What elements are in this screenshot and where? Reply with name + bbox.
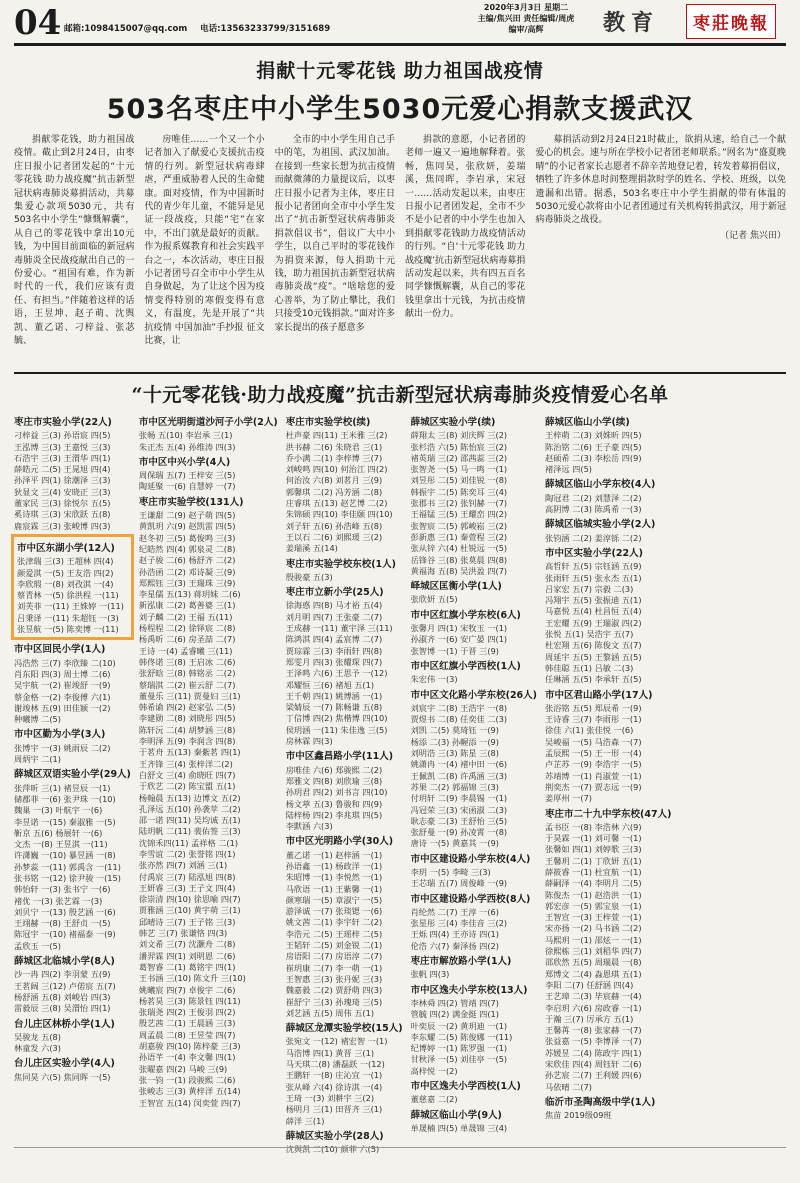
school-name: 枣庄市二十九中学东校(47人) xyxy=(545,808,672,820)
student-names: 刁梓益 三(3) 孙语宸 四(5) 王泓博 三(3) 王嘉悦 三(3) 石浩宇 三(3) 王渭华 四(1) 薛皓元 二(5) 王晁旭 四(4) 孙泽平 四(1) 徐潮泽 三(3) 狄显文 三(4) 安晓正 三(3) 董家民 三(3) 徐悦尔 五(5) 奚诗琪 三(3) 宋欣跃 五(8) 鹿宸霖 三(3) 张峻博 四(3) xyxy=(14,430,111,531)
student-names: 吴骏龙 五(8) 林童发 六(3) xyxy=(14,1031,61,1054)
issue-meta xyxy=(466,0,586,43)
school-name: 薛城区实验小学(续) xyxy=(410,417,496,428)
school-name: 枣庄市实验学校(131人) xyxy=(138,496,244,508)
student-names: 李林舜 四(2) 管靖 四(7) 管毓 四(2) 满金挺 四(1) 叶奕辰 一(2) 黄玥迪 一(1) 李东耀 二(5) 陈俊娜 一(11) 纪博婷 一(1) 陈罗强 一(1) 甘秋泽 一(5) 刘佳亭 一(5) 高梓悦 一(2) xyxy=(410,997,513,1076)
school-name: 临沂市圣陶高级中学(1人) xyxy=(545,1096,656,1108)
school-group xyxy=(411,956,537,981)
school-name: 市中区中兴小学(4人) xyxy=(138,456,231,468)
school-group xyxy=(139,497,278,1109)
school-name: 市中区逸夫小学西校(1人) xyxy=(410,1081,521,1093)
school-group xyxy=(286,587,403,747)
student-names: 张畅 五(10) 李岩承 三(1) 朱正杰 五(4) 孙维涛 四(3) xyxy=(138,430,236,452)
school-group xyxy=(411,985,537,1077)
school-name: 薛城区龙潭实验学校(15人) xyxy=(285,1023,403,1035)
school-name: 台儿庄区实验小学(4人) xyxy=(14,1058,115,1070)
main-headline: 503名枣庄中小学生5030元爱心捐款支援武汉 xyxy=(106,94,694,125)
school-name: 市中区实验小学(22人) xyxy=(545,547,643,559)
school-group xyxy=(411,417,537,577)
student-names: 沙一冉 四(2) 李羽蒙 五(9) 王茗阔 三(12) 卢偌宸 五(7) 杨舒涵 五(8) 刘峻岩 四(3) 雷毅辰 三(8) 吴渭怡 四(1) xyxy=(14,969,116,1014)
student-names: 张宛文 一(12) 褚宏智 一(1) 马浩博 四(1) 黄晋 三(1) 马天琪二(8) 潘磊跃 一(12) 王鹏轩 一(8) 庄沁宜 一(1) 张从峰 六(4) 徐诗淇 一(4) 王琦 一(3) 刘耕宇 三(2) 杨明月 三(1) 田晋齐 三(1) 薛洋 三(1) xyxy=(285,1036,388,1126)
student-names: 王梓萌 二(3) 刘姝昕 四(5) 陈治铭 二(6) 王子豪 四(5) 赵硕希 二(3) 李松岳 四(9) 褚泽远 四(5) xyxy=(545,430,642,475)
school-group xyxy=(14,644,131,725)
school-group xyxy=(14,769,131,952)
roster-column xyxy=(286,413,403,1183)
school-name: 市中区勤为小学(3人) xyxy=(14,729,106,741)
school-group xyxy=(286,836,403,1019)
student-names: 殷骏豪 五(3) xyxy=(285,571,333,582)
school-name: 市中区红旗小学东校(6人) xyxy=(410,609,521,621)
newspaper-logo xyxy=(676,0,786,43)
donor-roster xyxy=(14,413,786,1183)
student-names: 杜声豪 四(11) 王米雅 三(2) 洪书赫 二(6) 朱晓君 三(1) 乔小满 二(1) 李梓博 三(7) 刘峻鸣 四(10) 何治江 四(2) 何治汝 六(8) 刘茗月 三(9) 郭馨琪 二(2) 冯芳涵 二(8) 庄睿琪 五(13) 赵艺博 二(2) 朱锦硕 四(10) 李佳颐 四(10) 刘子轩 五(6) 孙浩峰 五(8) 王以石 二(6) 刘熙瑗 三(2) 姜瑞溪 五(14) xyxy=(285,430,393,554)
school-name: 枣庄市实验学校东校(1人) xyxy=(285,558,396,570)
school-group xyxy=(411,854,537,890)
roster-column xyxy=(14,413,131,1183)
page-number: 04 xyxy=(14,3,62,43)
student-names: 李玥 一(5) 李畸 三(3) 王芯瑞 五(7) 周俊峰 一(9) xyxy=(410,866,508,889)
school-name: 市中区文化路小学东校(26人) xyxy=(410,689,538,701)
logo-text: 枣莊晚報 xyxy=(686,4,776,39)
student-names: 周保瑞 五(7) 王梓安 三(5) 陶延聚 一(6) 自慧婷 一(7) xyxy=(138,470,236,492)
student-names: 刘宸宇 二(8) 王浩宇 一(8) 贾煜书 二(8) 任奕佳 二(3) 刘凯 二(5) 莫琦钰 一(9) 杨添 二(3) 孙幄添 一(9) 刘明浩 三(3) 陈星 三(8) 姚潇冉 一(4) 褚中田 一(6) 王佩凯 二(8) 许禹涵 三(3) 苏果 二(2) 郭福锦 三(3) 付玥轩 二(9) 李晨锡 一(1) 冯冠荣 三(3) 宋函淑 二(3) 耿志豪 二(3) 王舒怡 三(5) 张舒曼 一(9) 孙凌霄 一(8) 唐诗 一(5) 黄嘉其 一(9) xyxy=(410,702,508,849)
student-names: 张津瑞 三(3) 王超林 四(4) 颜爱淇 一(5) 王友浩 四(2) 李欣瑕 一(8) 刘孜淇 一(4) 蔡青林 一(5) 徐洪程 一(11) 刘芙菲 一(11) 王姝婷 一(11) 吕秉译 一(11) 朱超钰 一(3) 张昱航 一(5) 陈奕博 一(11) xyxy=(17,556,124,635)
school-group xyxy=(411,610,537,657)
student-names: 肖纶然 二(7) 王淳 一(6) 张星彤 三(4) 李佳音 三(2) 王烁 四(4) 王亦诗 四(1) 伦浩 六(7) 秦泽扬 四(2) xyxy=(410,906,508,951)
student-names: 张博宇 一(3) 姚雨辰 二(2) 周炳宇 二(1) xyxy=(14,742,111,765)
school-group xyxy=(411,1110,537,1135)
school-group xyxy=(286,1023,403,1127)
school-group xyxy=(545,417,671,475)
school-name: 台儿庄区林桥小学(1人) xyxy=(14,1018,115,1030)
article-column-5-wrap xyxy=(535,134,786,366)
roster-column xyxy=(139,413,278,1183)
kicker-headline: 捐献十元零花钱 助力祖国战疫情 xyxy=(256,60,544,82)
student-names: 冯浩然 三(7) 李欣臻 二(10) 肖东阳 四(3) 周士博 二(6) 吴宇航 一(2) 崔竣舒 一(9) 蔡金格 一(2) 李俊傅 六(1) 谢竣林 五(9) 田佳颖 一(2) 种曦博 二(5) xyxy=(14,657,116,725)
school-name: 市中区建设路小学西校(8人) xyxy=(410,893,531,905)
school-name: 薛城区北临城小学(8人) xyxy=(14,956,115,968)
school-group xyxy=(14,956,131,1014)
school-group xyxy=(411,581,537,606)
school-group xyxy=(286,417,403,555)
school-name: 市中区红旗小学西校(1人) xyxy=(410,660,521,672)
school-name: 市中区建设路小学东校(4人) xyxy=(410,853,531,865)
school-name: 市中区光明路小学(30人) xyxy=(285,836,394,848)
school-name: 市中区鑫昌路小学(11人) xyxy=(285,751,394,763)
student-names: 焦苗 2019级09班 xyxy=(545,1110,612,1121)
student-names: 张馨月 四(1) 宋牧玉 一(1) 孙淑齐 一(6) 安广晏 四(1) 张智博 一(1) 于晋 三(9) xyxy=(410,623,508,656)
article-body xyxy=(14,134,786,366)
student-names: 张浴铭 五(5) 郑辰希 一(9) 王诗睿 三(7) 李雨彤 一(1) 徐佳 六(1) 张佳悦 一(6) 吴峻福 一(5) 马浩森 一(7) 孟辰熙 一(5) 王一形 一(4) 卢芷苏 一(9) 李浩宇 一(5) 苏靖博 一(1) 肖淑萱 一(1) 荆奕杰 一(7) 贾志远 一(9) 姜厚州 一(7) xyxy=(545,702,642,804)
article-column-4: 捐款的意愿，小记者团的老师一遍又一遍地解释着。张畅，焦同昊，张欣妍，姜瑞溪，焦同晖，李岩承，宋冠一……活动发起以来，由枣庄日报小记者团发起，全市不少不是小记者的中小学生也加入到捐献零花钱助力战疫情活动的行列。“自‘十元零花钱 助力战疫魔’抗击新型冠状病毒募捐活动发起以来，共有四五百名同学慷慨解囊，从自己的零花钱里拿出十元钱，为抗击疫情献出一份力。 xyxy=(405,135,526,320)
email-label: 邮箱:1098415007@qq.com xyxy=(64,24,188,34)
student-names: 焦同昊 六(5) 焦同晖 一(5) xyxy=(14,1071,111,1082)
student-names: 董慈嘉 二(2) xyxy=(410,1094,458,1105)
contact-info xyxy=(60,0,466,43)
school-group xyxy=(411,661,537,686)
school-group xyxy=(545,519,671,544)
school-group xyxy=(11,534,134,640)
student-names: 张钧涵 二(2) 姜淳铄 二(2) xyxy=(545,532,642,543)
phone-label: 电话:13563233799/3151689 xyxy=(200,24,331,34)
school-name: 薛城区临山小学(9人) xyxy=(410,1109,502,1121)
school-name: 薛城区实验小学(28人) xyxy=(285,1130,384,1142)
student-names: 王谦甜 二(9) 赵子萌 四(5) 黄凯玥 六(9) 赵凯雷 四(5) 赵冬初 三(5) 葛俊鸣 三(3) 纪皓然 四(4) 郭泉灵 二(8) 赵子骏 二(6) 杨舒齐 二(2) 孙浩函 二(2) 邓诗凝 三(9) 郑熙钰 三(3) 王瑞珠 三(9) 李星儒 五(13) 蒋玥妹 二(6) 新泓康 二(2) 葛善婆 三(1) 刘子麟 二(2) 王福 五(11) 杨程程 二(2) 徐铎宸 二(8) 杨禹昕 二(6) 房圣喆 二(7) 王诗 一(4) 孟睿曦 三(11) 韩佟诺 三(8) 王启冰 二(6) 张舒晗 三(8) 韩铭丞 二(2) 蔡瑞淇 二(2) 崔云舒 二(7) 董曼乐 三(11) 贾曼妇 三(1) 韩希谕 四(2) 赵家弘 二(5) 李建勋 二(8) 刘晓彤 四(5) 陈轩沅 二(4) 胡梦涵 三(8) 李明泽 五(9) 李润含 四(8) 于茗舟 五(13) 秦紫茗 四(1) 王齐锋 三(4) 张梓洋二(2) 白舒文 三(4) 俞晓旺 四(7) 于欣艺 二(2) 陈宝盟 五(1) 杨翰晨 五(13) 边博文 五(2) 孔泽远 五(10) 孙袭苹 二(2) 邵一诺 四(11) 吴均诚 五(1) 陆玥帆 二(11) 裴佑签 三(3) 沈锦禾四(11) 孟祥格 二(1) 李雪谊 二(2) 张誉铭 四(1) 张亦然 四(7) 刘涵 三(1) 付禹宸 三(7) 陆泓旭 四(8) 王妍睿 三(3) 王子文 四(4) 徐崇清 四(10) 徐思喻 四(7) 贾雅涵 三(10) 黄宇萌 三(1) 邱晴诗 三(7) 王子铭 三(3) 韩艺 三(7) 张谦恪 四(3) 刘文希 三(7) 沈灏舟 二(8) 潘羿霖 四(1) 刘明恩 二(6) 葛智睿 二(1) 葛铭宇 四(1) 王书涵 三(10) 陈文升 三(10) 姚曦宸 四(7) 卓俊宇 二(6) 杨茗昊 三(3) 陈景钰 四(11) 张瑞尧 四(2) 王俊羽 四(2) 殷艺茜 二(1) 王晨涵 三(3) 周孟晨 二(8) 王昱莹 四(7) 胡嘉骏 四(10) 陈梓豪 三(3) 孙语芊 一(4) 李文馨 四(1) 张曜嘉 四(2) 马峻 三(9) 张一钧 一(1) 段骏熙 二(6) 张峻志 三(3) 黄梓洋 五(14) 王智宣 五(14) 闵奕萱 四(7) xyxy=(138,510,246,1108)
school-name: 枣庄市实验学校(续) xyxy=(285,417,371,428)
footer-rule xyxy=(14,1147,786,1148)
student-names: 朱宏伟 一(3) xyxy=(410,674,458,685)
byline: （记者 焦兴田） xyxy=(720,230,786,241)
school-name: 薛城区临山小学(续) xyxy=(545,417,630,428)
donor-list-title: “十元零花钱·助力战疫魔”抗击新型冠状病毒肺炎疫情爱心名单 xyxy=(14,372,786,407)
school-group xyxy=(545,690,671,805)
school-name: 枣庄市解放路小学(1人) xyxy=(410,956,512,968)
editors: 主编/焦兴田 责任编辑/周虎 xyxy=(477,14,575,23)
school-group xyxy=(286,559,403,584)
roster-column xyxy=(411,413,537,1183)
school-group xyxy=(139,417,278,453)
student-names: 房唯佳 六(6) 郑骏熙 二(2) 郑雅文 四(8) 刘欣瑜 三(8) 孙玥君 四(2) 刘书言 四(10) 杨文葶 五(3) 鲁骏和 四(9) 陆梓杨 四(2) 李兆琪 四(5) 李默涵 六(3) xyxy=(285,764,388,832)
student-names: 高哲轩 五(5) 宗钰涵 五(9) 张雨轩 五(5) 张永杰 五(1) 吕家宏 五(7) 宗毅 二(3) 冯翔宇 五(5) 张振迪 五(1) 马嘉悦 五(4) 杜昌恒 五(4) 王宏耀 五(9) 王瑞淑 四(2) 张悦 五(1) 吴浩宇 五(7) 杜宏翔 五(6) 陈俊文 五(7) 周延宇 五(5) 王黎涵 五(5) 韩佳聪 五(1) 吕敏 二(3) 任琳涵 五(5) 李承轩 五(5) xyxy=(545,561,642,685)
student-names: 张欣妍 五(5) xyxy=(410,594,458,605)
school-name: 薛城区临城实验小学(2人) xyxy=(545,519,656,531)
student-names: 沈舆凯 二(10) 颜菲 六(5) xyxy=(285,1144,380,1155)
school-name: 枣庄市立新小学(25人) xyxy=(285,587,384,599)
school-group xyxy=(14,729,131,765)
student-names: 董乙诺 一(1) 赵梓涵 一(1) 孙语鑫 一(1) 杨政洋 一(1) 朱昭博 一(1) 李悦然 一(1) 马欣语 一(1) 王紫馨 一(1) 颜寒瑞 一(5) 章淑宁 一(5) 游泽诚 一(7) 张琰锶 一(6) 姚文茜 二(1) 李宇轩 二(2) 李浩元 二(5) 王瑶梓 二(5) 王韬轩 二(5) 刘金锐 二(1) 房语阳 二(7) 房语淳 二(7) 崔玥康 二(7) 李一萌 一(1) 王智惠 三(3) 张丹妮 三(3) 魏嘉毅 二(2) 贾舒萌 四(3) 崔舒宁 三(3) 孙瑰琦 三(5) 刘艺涵 五(5) 周伟 五(1) xyxy=(285,849,383,1018)
article-column-2: 房唯佳……一个又一个小记者加入了献爱心支援抗击疫情的行列。新型冠状病毒肆虐，严重威胁着人民的生命健康。面对疫情，作为中国新时代的青少年儿童，不能异是见证一段战疫，只能“宅”在家中，不出门就是最好的贡献。作为报系媒教育和社会实践平台之一，本次活动，枣庄日报小记者团号召全市中小学生从自身做起，为了让这个因为疫情变得特别的寒假变得有意义，有温度，先是开展了“共抗疫情 中国加油”手抄报 征文比赛，让 xyxy=(144,135,265,347)
school-group xyxy=(14,1019,131,1055)
school-group xyxy=(411,690,537,850)
issue-date: 2020年3月3日 星期二 xyxy=(483,3,569,12)
school-group xyxy=(545,479,671,515)
student-names: 薛翔太 三(8) 刘庆辉 三(2) 张杉浩 六(5) 陈怡宸 三(2) 褚英瑞 三(2) 邵茜蕊 三(2) 张智尧 一(5) 马一鸣 一(1) 刘昱彤 二(5) 刘佳锐 一(8) 韩振宇 二(5) 陈奕耳 三(4) 张郡书 三(2) 张钊赫 一(7) 王福锰 三(5) 王耀峦 四(2) 张智宸 二(5) 郭峻崧 三(2) 彭新惠 三(1) 秦萱程 三(2) 张从锌 六(4) 杜锐远 一(5) 岳锋谷 三(8) 张莫晨 四(8) 黄福海 五(8) 吴洪盈 四(7) xyxy=(410,430,508,576)
article-column-3: 全市的中小学生用自己手中的笔，为祖国、武汉加油。在接到一些家长想为抗击疫情而献微薄的力量提议后，以枣庄日报小记者为主体，枣庄日报小记者团向全市中小学生发出了“抗击新型冠状病毒肺炎捐款倡议书”，倡议广大中小学生，以自己平时的零花钱作为捐资来源，每人捐助十元钱，助力祖国抗击新型冠状病毒肺炎战“疫”。“啥啥您的爱心善举，为了防止攀比，我们只接受10元钱捐款。”面对许多家长提出的孩子愿意多 xyxy=(274,135,395,333)
student-names: 张萍昕 三(1) 褚昱辰 一(1) 储郡菲 一(6) 张尹珠 一(10) 魏巢 一(3) 叶航宇 一(6) 李昱诺 一(15) 秦淑雅 一(5) 靳京 五(6) 杨展轩 一(6) 文杰 一(8) 王昱淇 一(11) 许潇巍 一(10) 暴昱涵 一(8) 孙梦蕊 一(11) 郭禹含 一(11) 张书铭 一(12) 徐尹骏 一(15) 韩怡轩 一(3) 张书宁 一(6) 褚优 一(3) 张艺霖 一(3) 刘贝宁 一(13) 殷艺涵 一(6) 王翊赫 一(8) 王舒贞 一(5) 陈冠宇 一(10) 褚福泰 一(9) 孟欣玉 一(5) xyxy=(14,782,121,951)
article-column-1: 捐献零花钱，助力祖国战疫情。截止到2月24日，由枣庄日报小记者团发起的“十元零花钱 助力战疫魔”抗击新型冠状病毒肺炎募捐活动，共募集爱心款项5030元，共有503名中小学生“慷慨解囊”，从自己的零花钱中拿出10元钱，为中国目前面临的新冠病毒肺炎全民战疫献出自己的一份爱心。“祖国有难，作为新时代的一代，我们应该有责任、有担当。”伴随着这样的话语，王昱坤、赵子萌、沈舆凯、董乙诺、刁梓益、张苾毓、 xyxy=(14,135,135,347)
student-names: 单晟楠 四(5) 单晟锦 三(4) xyxy=(410,1122,508,1133)
student-names: 张帆 四(3) xyxy=(410,969,450,980)
school-group xyxy=(14,1058,131,1083)
school-name: 薛城区临山小学东校(4人) xyxy=(545,479,656,491)
school-group xyxy=(139,457,278,493)
student-names: 孟书臣 一(8) 李浩林 六(9) 于昊霖 一(1) 刘可馨 一(1) 张馨如 四(1) 刘婷歌 三(3) 王馨玥 二(1) 丁欣妍 五(1) 薛筱睿 一(1) 杜宜航 一(1) 薛嗣泽 一(4) 李明月 二(5) 陈俊杰 一(1) 赵浩洪 一(1) 郭宏彦 一(5) 郭宝泉 一(1) 王智宣 一(3) 王梓萱 一(1) 宋亦扬 一(2) 马书涵 二(2) 马熙玥 一(1) 邵炫一 一(1) 徐熙栋 三(1) 刘稻华 四(7) 邵欣然 五(5) 周瑞晨 一(8) 郑博文 二(4) 淼恩琪 五(1) 李阳 二(7) 任舒涵 四(4) 王艺璋 二(3) 毕宸赫 一(4) 李启玥 六(6) 房政睿 一(1) 于瀚 三(7) 厉承方 五(1) 王馨苒 一(8) 张家赫 一(7) 张益嘉 一(5) 李博泽 一(7) 苏媛昱 二(4) 陈政宇 四(1) 宋欣佳 四(4) 周钰轩 二(6) 孙艺宸 二(7) 王利媛 四(6) 马依晴 二(7) xyxy=(545,821,642,1092)
school-name: 市中区逸夫小学东校(13人) xyxy=(410,984,528,996)
school-group xyxy=(286,751,403,832)
school-group xyxy=(545,548,671,686)
school-name: 市中区光明街道沙河子小学(2人) xyxy=(138,417,278,428)
student-names: 陶冠君 二(2) 刘慧泽 二(2) 高阴博 二(3) 陈禹希 一(3) xyxy=(545,492,642,515)
school-group xyxy=(411,894,537,952)
school-name: 枣庄市实验小学(22人) xyxy=(14,417,112,428)
proofreader: 编审/高辉 xyxy=(508,25,544,34)
school-name: 市中区君山路小学(17人) xyxy=(545,689,653,701)
school-group xyxy=(545,809,671,1093)
section-title: 教育 xyxy=(602,10,659,36)
school-name: 峄城区匡衡小学(1人) xyxy=(410,581,502,593)
school-group xyxy=(14,417,131,532)
school-group xyxy=(286,1131,403,1156)
roster-column xyxy=(545,413,671,1183)
school-name: 市中区东湖小学(12人) xyxy=(17,542,115,554)
masthead xyxy=(14,0,786,46)
school-group xyxy=(545,1097,671,1122)
student-names: 徐海惑 四(8) 马才裕 五(4) 刘月明 四(7) 王张豪 二(7) 王成赫 一(11) 董宇泽 三(11) 陈鸿淇 四(4) 孟宸博 二(7) 贾琮霖 三(3) 李雨轩 四(8) 郑雯月 四(3) 张耀琛 四(7) 王泽鸣 六(6) 王思予 一(12) 邓耀恒 三(6) 褚旭 五(1) 王千朝 四(1) 姚博涵 一(1) 梁婧辰 一(7) 陈畅谦 五(8) 丁信博 四(2) 焦楷博 四(10) 侯玥涵 一(11) 朱佳逸 三(5) 房林霖 四(3) xyxy=(285,600,393,747)
school-name: 市中区回民小学(1人) xyxy=(14,644,106,656)
article-column-5: 募捐活动到2月24日21时截止，欲捐从速，给自己一个献爱心的机会。速与所在学校小记者团老师联系。”网名为“盛夏晚晴”的小记者家长志愿者不辞辛苦地登记着，转发着募捐倡议，牺牲了许多休息时间整理捐款时学的姓名、学校、班级，以免遗漏和出错。据悉，503名枣庄中小学生捐献的带有体温的5030元爱心款将由小记者团通过有关机构转捐武汉，用于新冠病毒肺炎之战役。 xyxy=(535,135,786,226)
school-name: 薛城区双语实验小学(29人) xyxy=(14,769,131,781)
school-group xyxy=(411,1081,537,1106)
